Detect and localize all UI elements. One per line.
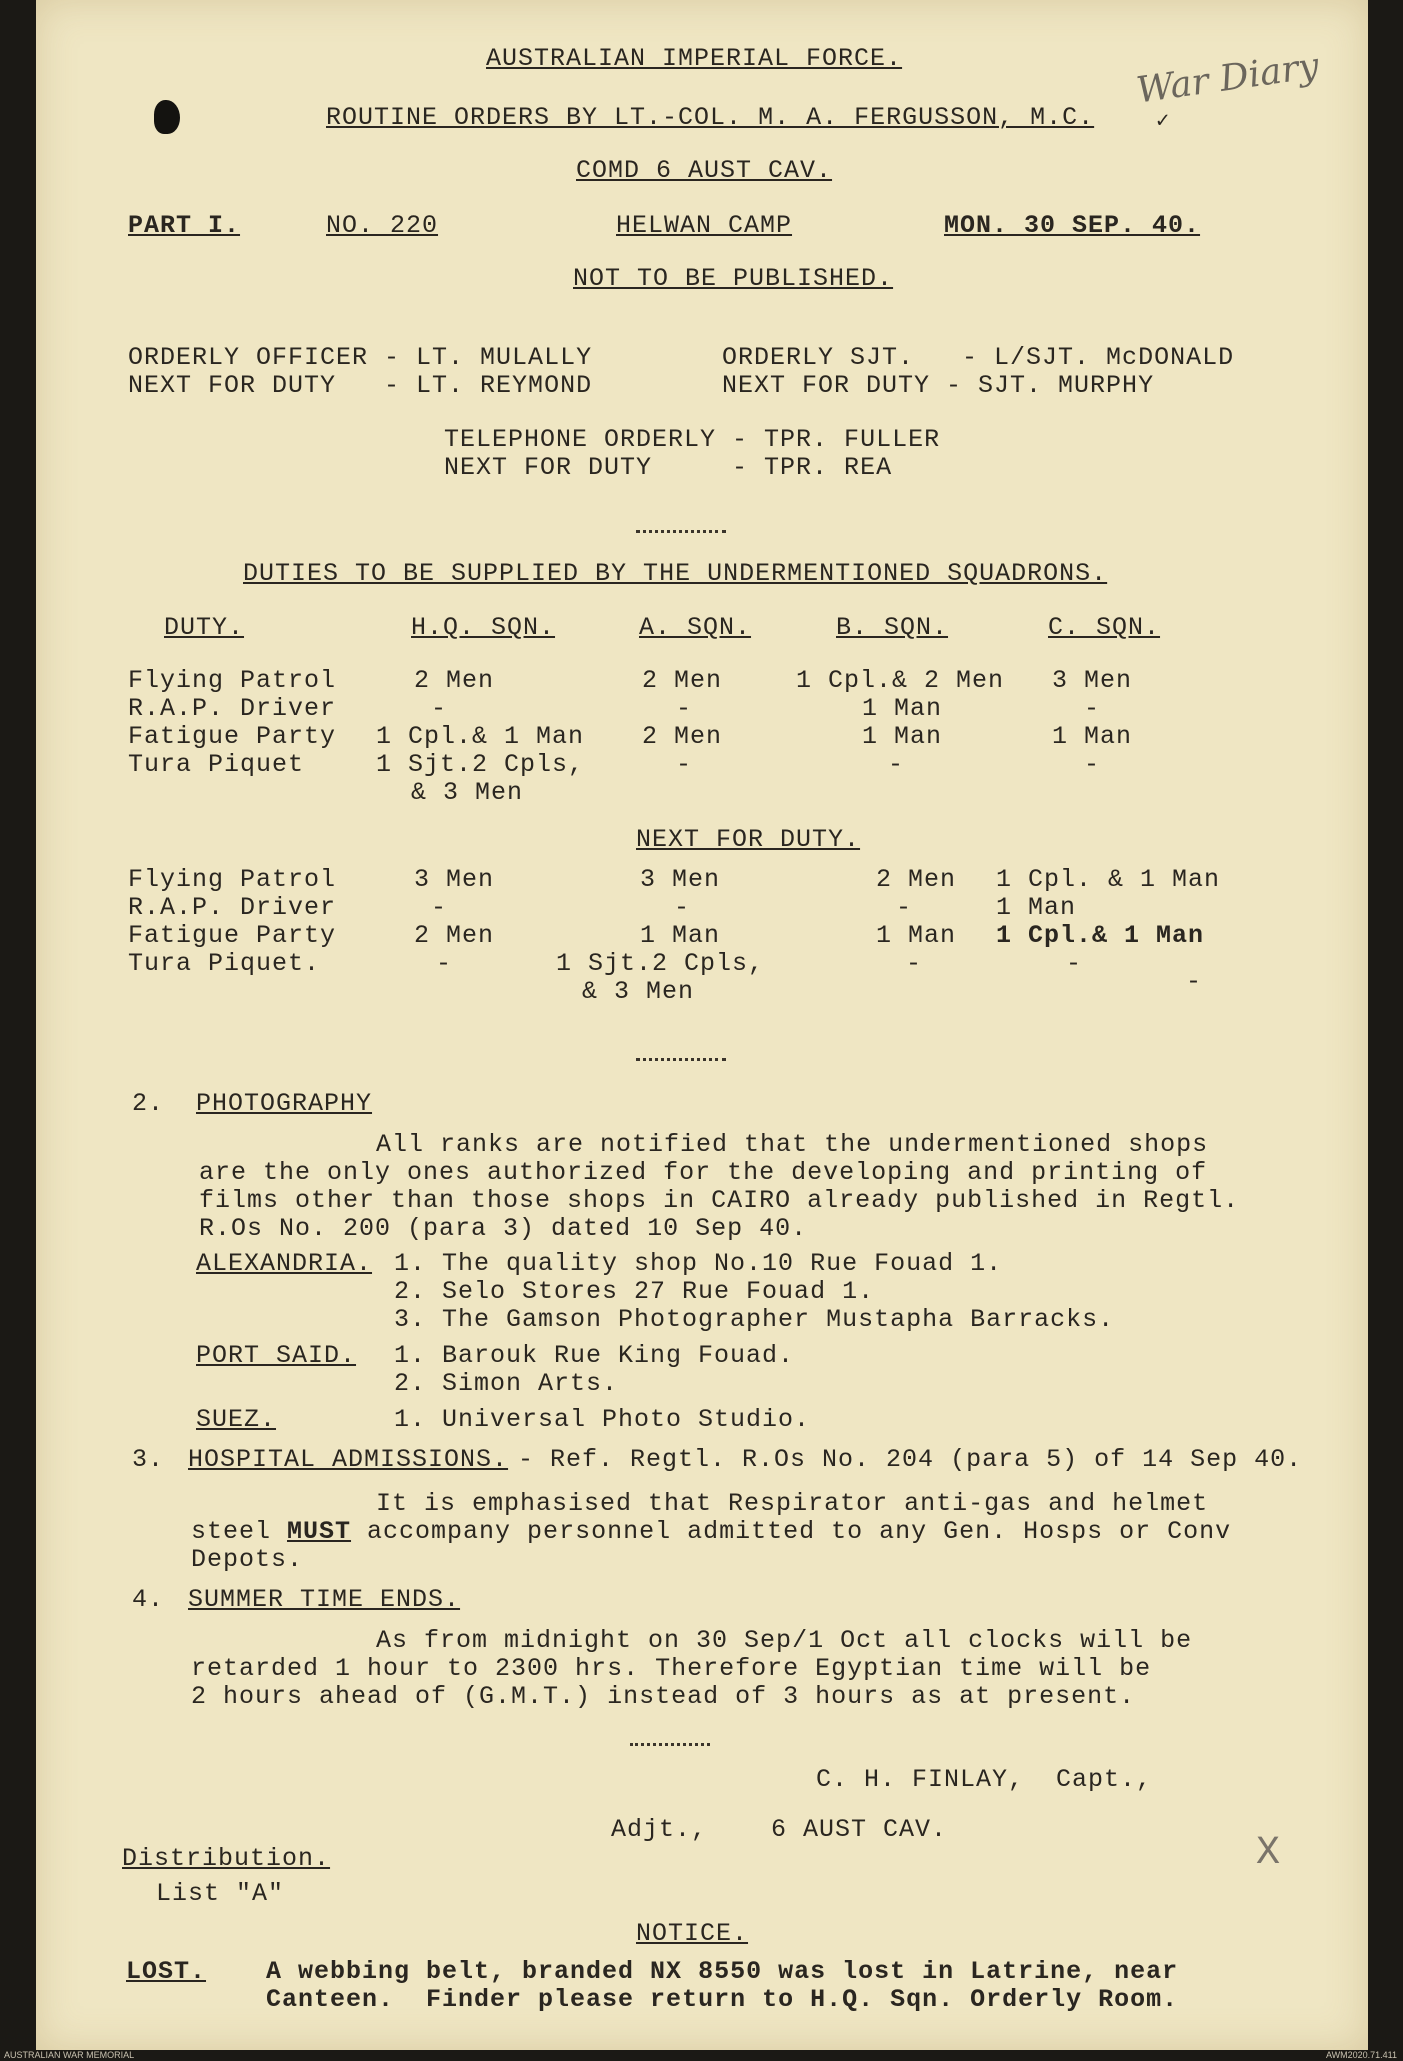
b-value: - [896, 893, 913, 922]
hq-value: - [431, 694, 448, 723]
hq-value: 3 Men [414, 865, 495, 894]
war-diary-annotation: War Diary [1134, 45, 1322, 112]
signature-name: C. H. FINLAY, Capt., [816, 1765, 1153, 1794]
para-3-line: Depots. [191, 1545, 304, 1574]
lost-label: LOST. [126, 1957, 207, 1986]
a-value: 1 Sjt.2 Cpls, [556, 949, 765, 978]
para-4-line: As from midnight on 30 Sep/1 Oct all clocks will be [376, 1626, 1193, 1655]
para-3-ref: - Ref. Regtl. R.Os No. 204 (para 5) of 14 Sep 40. [518, 1445, 1303, 1474]
a-value: 3 Men [640, 865, 721, 894]
duty-name: Flying Patrol [128, 865, 337, 894]
signature-role: Adjt., 6 AUST CAV. [611, 1815, 948, 1844]
classification: NOT TO BE PUBLISHED. [573, 264, 894, 293]
col-header-b: B. SQN. [836, 613, 949, 642]
port-said-item: 1. Barouk Rue King Fouad. [394, 1341, 795, 1370]
para-3-line: It is emphasised that Respirator anti-gas and helmet [376, 1489, 1209, 1518]
command-title: COMD 6 AUST CAV. [576, 156, 833, 185]
handwritten-x: X [1256, 1831, 1282, 1876]
a-value: - [676, 750, 693, 779]
part-label: PART I. [128, 211, 241, 240]
telephone-orderly: TELEPHONE ORDERLY - TPR. FULLER [444, 425, 941, 454]
tura-cont: & 3 Men [411, 778, 524, 807]
notice-title: NOTICE. [636, 1919, 749, 1948]
para-3-line: steel MUST accompany personnel admitted to any Gen. Hosps or Conv [191, 1517, 1232, 1546]
duty-name: Tura Piquet [128, 750, 305, 779]
duties-title: DUTIES TO BE SUPPLIED BY THE UNDERMENTIONED SQUADRONS. [243, 559, 1108, 588]
notice-line: Canteen. Finder please return to H.Q. Sqn. Orderly Room. [266, 1985, 1179, 2014]
duty-name: R.A.P. Driver [128, 694, 337, 723]
orderly-officer: ORDERLY OFFICER - LT. MULALLY [128, 343, 593, 372]
para-3-title: HOSPITAL ADMISSIONS. [188, 1445, 509, 1474]
next-for-duty-officer: NEXT FOR DUTY - LT. REYMOND [128, 371, 593, 400]
duty-name: Flying Patrol [128, 666, 337, 695]
para-4-title: SUMMER TIME ENDS. [188, 1585, 461, 1614]
alexandria-item: 2. Selo Stores 27 Rue Fouad 1. [394, 1277, 875, 1306]
c-value: 1 Cpl. & 1 Man [996, 865, 1221, 894]
hq-value: 1 Sjt.2 Cpls, [376, 750, 585, 779]
port-said-label: PORT SAID. [196, 1341, 357, 1370]
c-value: 1 Man [1052, 722, 1133, 751]
alexandria-item: 3. The Gamson Photographer Mustapha Barracks. [394, 1305, 1115, 1334]
para-4-line: 2 hours ahead of (G.M.T.) instead of 3 hours as at present. [191, 1682, 1136, 1711]
para-4-number: 4. [132, 1585, 165, 1614]
routine-orders-title: ROUTINE ORDERS BY LT.-COL. M. A. FERGUSSON, M.C. [326, 103, 1095, 132]
c-value: 1 Cpl.& 1 Man [996, 921, 1205, 950]
para-2-title: PHOTOGRAPHY [196, 1089, 373, 1118]
hq-value: 1 Cpl.& 1 Man [376, 722, 585, 751]
next-for-duty-telephone: NEXT FOR DUTY - TPR. REA [444, 453, 893, 482]
a-value: - [676, 694, 693, 723]
c-value: - [1084, 750, 1101, 779]
hq-value: 2 Men [414, 921, 495, 950]
b-value: 1 Cpl.& 2 Men [796, 666, 1005, 695]
duty-name: Tura Piquet. [128, 949, 321, 978]
distribution-list: List "A" [156, 1879, 285, 1908]
force-title: AUSTRALIAN IMPERIAL FORCE. [486, 44, 903, 73]
c-value: - [1066, 949, 1083, 978]
punch-hole [154, 100, 180, 134]
divider [636, 530, 726, 533]
footer-left: AUSTRALIAN WAR MEMORIAL [4, 2050, 135, 2060]
notice-line: A webbing belt, branded NX 8550 was lost in Latrine, near [266, 1957, 1179, 1986]
col-header-duty: DUTY. [164, 613, 245, 642]
suez-label: SUEZ. [196, 1405, 277, 1434]
handwritten-mark: ✓ [1156, 109, 1171, 134]
b-value: - [888, 750, 905, 779]
para-2-number: 2. [132, 1089, 165, 1118]
alexandria-label: ALEXANDRIA. [196, 1249, 373, 1278]
divider [630, 1743, 710, 1746]
document-page [36, 0, 1368, 2050]
para-2-line: All ranks are notified that the undermentioned shops [376, 1130, 1209, 1159]
c-value: 1 Man [996, 893, 1077, 922]
next-tura-cont: & 3 Men [582, 977, 695, 1006]
b-value: 2 Men [876, 865, 957, 894]
archive-footer [0, 2050, 1403, 2061]
camp-name: HELWAN CAMP [616, 211, 793, 240]
para-4-line: retarded 1 hour to 2300 hrs. Therefore Egyptian time will be [191, 1654, 1152, 1683]
alexandria-item: 1. The quality shop No.10 Rue Fouad 1. [394, 1249, 1003, 1278]
b-value: 1 Man [876, 921, 957, 950]
orderly-sjt: ORDERLY SJT. - L/SJT. McDONALD [722, 343, 1235, 372]
order-number: NO. 220 [326, 211, 439, 240]
suez-item: 1. Universal Photo Studio. [394, 1405, 811, 1434]
a-value: 1 Man [640, 921, 721, 950]
para-2-line: R.Os No. 200 (para 3) dated 10 Sep 40. [199, 1214, 808, 1243]
col-header-a: A. SQN. [639, 613, 752, 642]
a-value: 2 Men [642, 722, 723, 751]
b-value: - [906, 949, 923, 978]
must-emphasis: MUST [287, 1517, 352, 1546]
port-said-item: 2. Simon Arts. [394, 1369, 619, 1398]
a-value: 2 Men [642, 666, 723, 695]
b-value: 1 Man [862, 722, 943, 751]
order-date: MON. 30 SEP. 40. [944, 211, 1201, 240]
b-value: 1 Man [862, 694, 943, 723]
col-header-c: C. SQN. [1048, 613, 1161, 642]
hq-value: 2 Men [414, 666, 495, 695]
footer-right: AWM2020.71.411 [1325, 2050, 1397, 2060]
para-2-line: are the only ones authorized for the developing and printing of [199, 1158, 1208, 1187]
next-for-duty-title: NEXT FOR DUTY. [636, 825, 861, 854]
col-header-hq: H.Q. SQN. [411, 613, 556, 642]
divider [636, 1058, 726, 1061]
hq-value: - [431, 893, 448, 922]
para-2-line: films other than those shops in CAIRO already published in Regtl. [199, 1186, 1240, 1215]
next-for-duty-sjt: NEXT FOR DUTY - SJT. MURPHY [722, 371, 1155, 400]
a-value: - [674, 893, 691, 922]
dash-mark: - [1186, 967, 1203, 996]
para-3-number: 3. [132, 1445, 165, 1474]
duty-name: Fatigue Party [128, 722, 337, 751]
distribution-label: Distribution. [122, 1844, 331, 1873]
c-value: - [1084, 694, 1101, 723]
duty-name: Fatigue Party [128, 921, 337, 950]
duty-name: R.A.P. Driver [128, 893, 337, 922]
hq-value: - [436, 949, 453, 978]
c-value: 3 Men [1052, 666, 1133, 695]
